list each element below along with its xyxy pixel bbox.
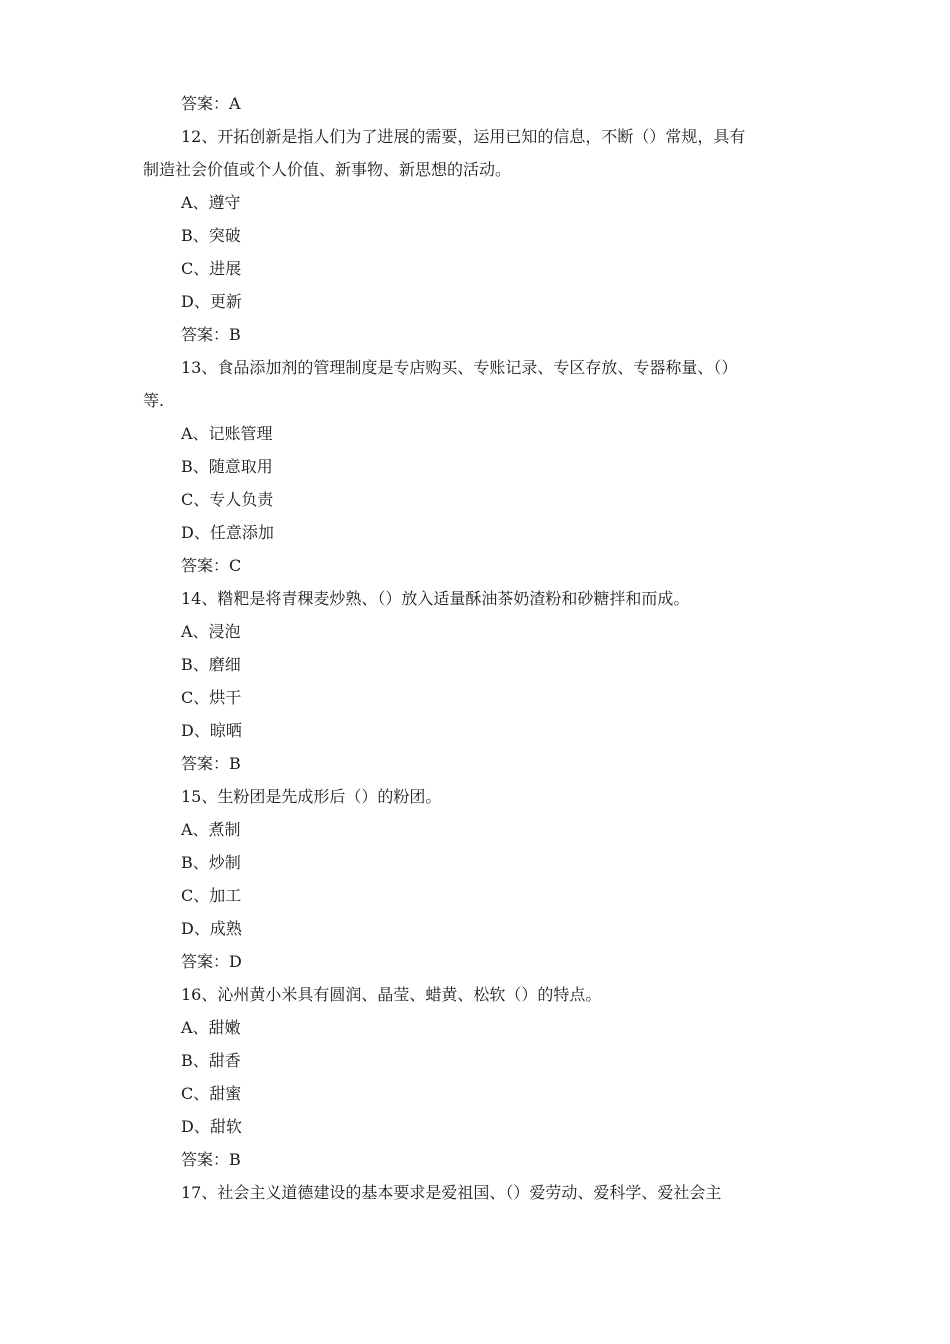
option-line: A、遵守 — [181, 193, 241, 212]
option-line: D、任意添加 — [181, 523, 274, 542]
option-line: D、甜软 — [181, 1117, 242, 1136]
option-line: B、甜香 — [181, 1051, 241, 1070]
answer-line: 答案：C — [181, 556, 242, 575]
option-line: B、突破 — [181, 226, 241, 245]
option-line: B、随意取用 — [181, 457, 273, 476]
question-line: 17、社会主义道德建设的基本要求是爱祖国、（）爱劳动、爱科学、爱社会主 — [181, 1183, 722, 1202]
answer-line: 答案：B — [181, 1150, 241, 1169]
answer-line: 答案：D — [181, 952, 242, 971]
option-line: A、记账管理 — [181, 424, 273, 443]
question-line: 16、沁州黄小米具有圆润、晶莹、蜡黄、松软（）的特点。 — [181, 985, 602, 1004]
option-line: C、甜蜜 — [181, 1084, 242, 1103]
option-line: A、煮制 — [181, 820, 241, 839]
option-line: A、浸泡 — [181, 622, 241, 641]
option-line: C、加工 — [181, 886, 242, 905]
option-line: C、烘干 — [181, 688, 242, 707]
option-line: B、炒制 — [181, 853, 241, 872]
answer-line: 答案：B — [181, 325, 241, 344]
question-line: 13、食品添加剂的管理制度是专店购买、专账记录、专区存放、专器称量、（） — [181, 358, 738, 377]
question-line: 14、糌粑是将青稞麦炒熟、（）放入适量酥油茶奶渣粉和砂糖拌和而成。 — [181, 589, 690, 608]
answer-line: 答案：B — [181, 754, 241, 773]
option-line: B、磨细 — [181, 655, 241, 674]
question-continuation: 等. — [143, 391, 165, 410]
option-line: C、专人负责 — [181, 490, 274, 509]
question-line: 15、生粉团是先成形后（）的粉团。 — [181, 787, 442, 806]
option-line: D、更新 — [181, 292, 242, 311]
option-line: D、晾晒 — [181, 721, 242, 740]
answer-line: 答案：A — [181, 94, 241, 113]
option-line: C、进展 — [181, 259, 242, 278]
option-line: D、成熟 — [181, 919, 242, 938]
question-line: 12、开拓创新是指人们为了进展的需要，运用已知的信息，不断（）常规，具有 — [181, 127, 746, 146]
option-line: A、甜嫩 — [181, 1018, 241, 1037]
question-continuation: 制造社会价值或个人价值、新事物、新思想的活动。 — [143, 160, 512, 179]
